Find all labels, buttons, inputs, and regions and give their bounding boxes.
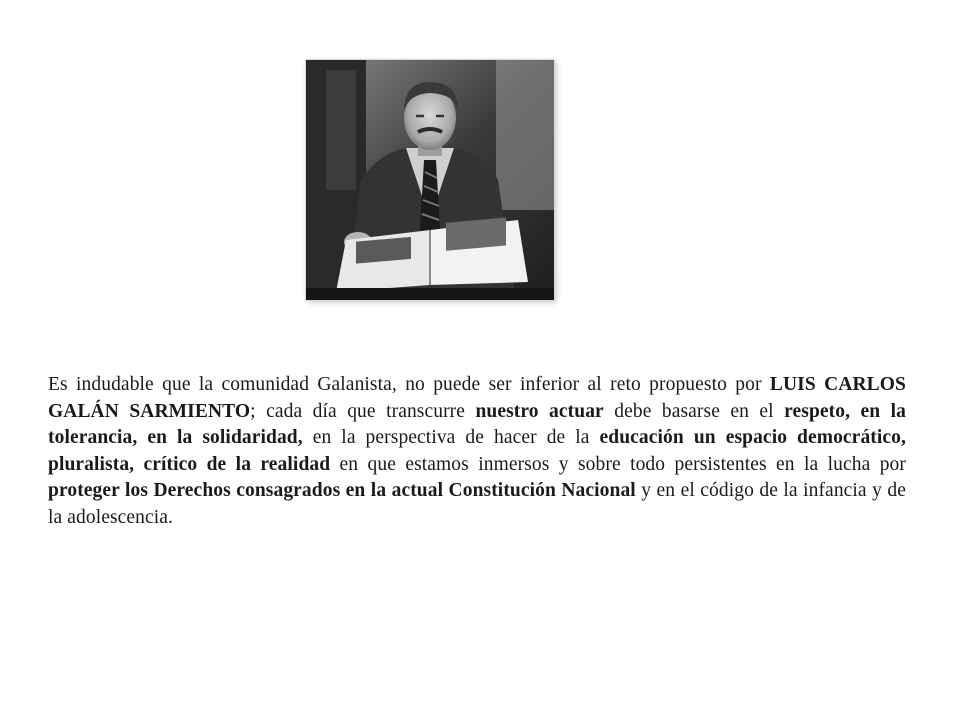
- paragraph-segment-bold: LUIS CARLOS GALÁN SARMIENTO: [48, 374, 906, 422]
- body-paragraph: [48, 372, 906, 531]
- paragraph-segment-bold: proteger los Derechos consagrados en la actual Constitución Nacional: [48, 480, 636, 501]
- paragraph-segment-bold: respeto, en la tolerancia, en la solidaridad,: [48, 400, 906, 448]
- paragraph-segment: Es indudable que la comunidad Galanista, no puede ser inferior al reto propuesto por: [48, 374, 770, 395]
- portrait-illustration: [306, 60, 554, 300]
- paragraph-segment: y en el código de la infancia y de la adolescencia.: [48, 480, 907, 528]
- paragraph-segment: ; cada día que transcurre: [250, 400, 476, 422]
- paragraph-segment: en que estamos inmersos y sobre todo persistentes en la lucha por: [330, 453, 906, 475]
- paragraph-segment: debe basarse en el: [603, 400, 785, 422]
- paragraph-segment-bold: nuestro actuar: [475, 400, 604, 422]
- paragraph-segment-bold: educación un espacio democrático, pluralista, crítico de la realidad: [48, 427, 906, 475]
- portrait-photo: [306, 60, 554, 300]
- paragraph-segment: en la perspectiva de hacer de la: [302, 427, 600, 448]
